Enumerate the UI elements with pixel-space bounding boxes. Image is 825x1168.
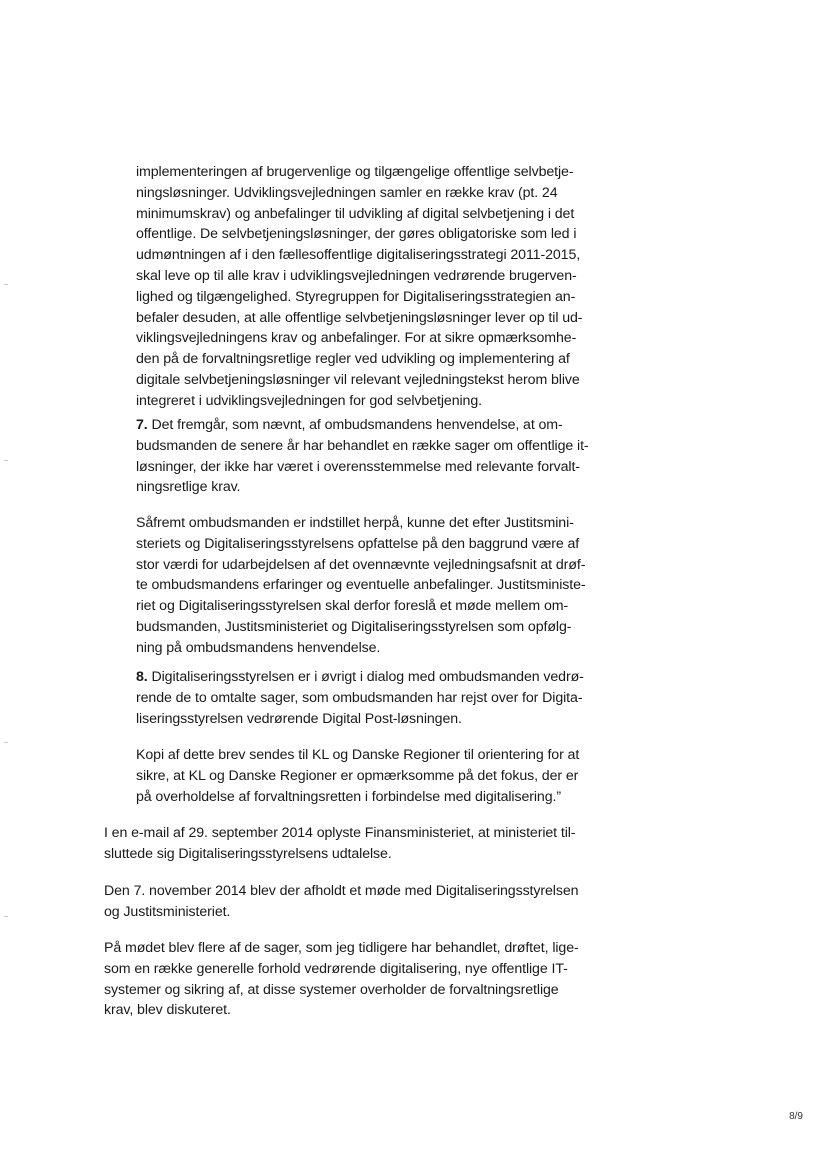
text-line: på overholdelse af forvaltningsretten i forbindelse med digitalisering.”: [136, 788, 561, 805]
text-line: stor værdi for udarbejdelsen af det ovennævnte vejledningsafsnit at drøf-: [136, 556, 586, 573]
text-line: I en e-mail af 29. september 2014 oplyste Finansministeriet, at ministeriet til-: [104, 825, 576, 841]
text-line: og Justitsministeriet.: [104, 903, 231, 920]
text-line: te ombudsmandens erfaringer og eventuelle anbefalinger. Justitsministe-: [136, 577, 586, 594]
paragraph-number: 8.: [136, 669, 148, 685]
margin-mark: [4, 460, 8, 461]
body-paragraph-3: [104, 938, 594, 1021]
text-fragment: Digitaliseringsstyrelsen er i øvrigt i dialog med ombudsmanden vedrø-: [147, 669, 584, 685]
text-line: Kopi af dette brev sendes til KL og Danske Regioner til orientering for at: [136, 747, 580, 763]
text-line: [136, 415, 596, 436]
text-line: løsninger, der ikke har været i overensstemmelse med relevante forvalt-: [136, 458, 580, 475]
text-line: udmøntningen af i den fællesoffentlige digitaliseringsstrategi 2011-2015,: [136, 247, 581, 264]
text-line: ningsretlige krav.: [136, 479, 241, 496]
quote-paragraph-3: [136, 513, 596, 659]
text-line: liseringsstyrelsen vedrørende Digital Post-løsningen.: [136, 710, 462, 727]
text-line: budsmanden de senere år har behandlet en række sager om offentlige it-: [136, 437, 589, 454]
margin-mark: [4, 916, 8, 917]
text-line: Den 7. november 2014 blev der afholdt et møde med Digitaliseringsstyrelsen: [104, 883, 579, 899]
quote-paragraph-5: [136, 745, 596, 807]
text-line: ningsløsninger. Udviklingsvejledningen samler en række krav (pt. 24: [136, 184, 558, 201]
text-line: ning på ombudsmandens henvendelse.: [136, 639, 381, 656]
text-line: steriets og Digitaliseringsstyrelsens opfattelse på den baggrund være af: [136, 535, 580, 552]
margin-mark: [4, 742, 8, 743]
quote-paragraph-1: [136, 162, 596, 412]
margin-mark: [4, 284, 8, 285]
text-line: krav, blev diskuteret.: [104, 1002, 231, 1019]
text-line: den på de forvaltningsretlige regler ved udvikling og implementering af: [136, 351, 570, 368]
text-line: offentlige. De selvbetjeningsløsninger, der gøres obligatoriske som led i: [136, 226, 577, 243]
text-line: implementeringen af brugervenlige og tilgængelige offentlige selvbetje-: [136, 164, 574, 180]
text-line: Såfremt ombudsmanden er indstillet herpå, kunne det efter Justitsmini-: [136, 515, 574, 531]
quote-paragraph-4: [136, 667, 596, 729]
paragraph-number: 7.: [136, 417, 148, 433]
text-line: befaler desuden, at alle offentlige selvbetjeningsløsninger lever op til ud-: [136, 309, 583, 326]
page-number: 8/9: [789, 1111, 803, 1122]
text-line: skal leve op til alle krav i udviklingsvejledningen vedrørende brugerven-: [136, 267, 577, 284]
text-line: På mødet blev flere af de sager, som jeg tidligere har behandlet, drøftet, lige-: [104, 940, 579, 956]
text-line: budsmanden, Justitsministeriet og Digitaliseringsstyrelsen som opfølg-: [136, 618, 572, 635]
body-paragraph-1: [104, 823, 594, 865]
text-line: digitale selvbetjeningsløsninger vil relevant vejledningstekst herom blive: [136, 371, 580, 388]
text-line: integreret i udviklingsvejledningen for god selvbetjening.: [136, 392, 482, 409]
text-line: viklingsvejledningens krav og anbefalinger. For at sikre opmærksomhe-: [136, 330, 577, 347]
text-line: som en række generelle forhold vedrørende digitalisering, nye offentlige IT-: [104, 960, 568, 977]
text-line: lighed og tilgængelighed. Styregruppen for Digitaliseringsstrategien an-: [136, 288, 576, 305]
text-line: rende de to omtalte sager, som ombudsmanden har rejst over for Digita-: [136, 689, 583, 706]
text-line: sluttede sig Digitaliseringsstyrelsens udtalelse.: [104, 845, 392, 862]
text-line: systemer og sikring af, at disse systemer overholder de forvaltningsretlige: [104, 981, 559, 998]
text-line: riet og Digitaliseringsstyrelsen skal derfor foreslå et møde mellem om-: [136, 598, 569, 615]
text-line: [136, 667, 596, 688]
quote-paragraph-2: [136, 415, 596, 498]
text-fragment: Det fremgår, som nævnt, af ombudsmandens henvendelse, at om-: [147, 417, 563, 433]
body-paragraph-2: [104, 881, 594, 923]
text-line: minimumskrav) og anbefalinger til udvikling af digital selvbetjening i det: [136, 205, 575, 222]
text-line: sikre, at KL og Danske Regioner er opmærksomme på det fokus, der er: [136, 767, 579, 784]
